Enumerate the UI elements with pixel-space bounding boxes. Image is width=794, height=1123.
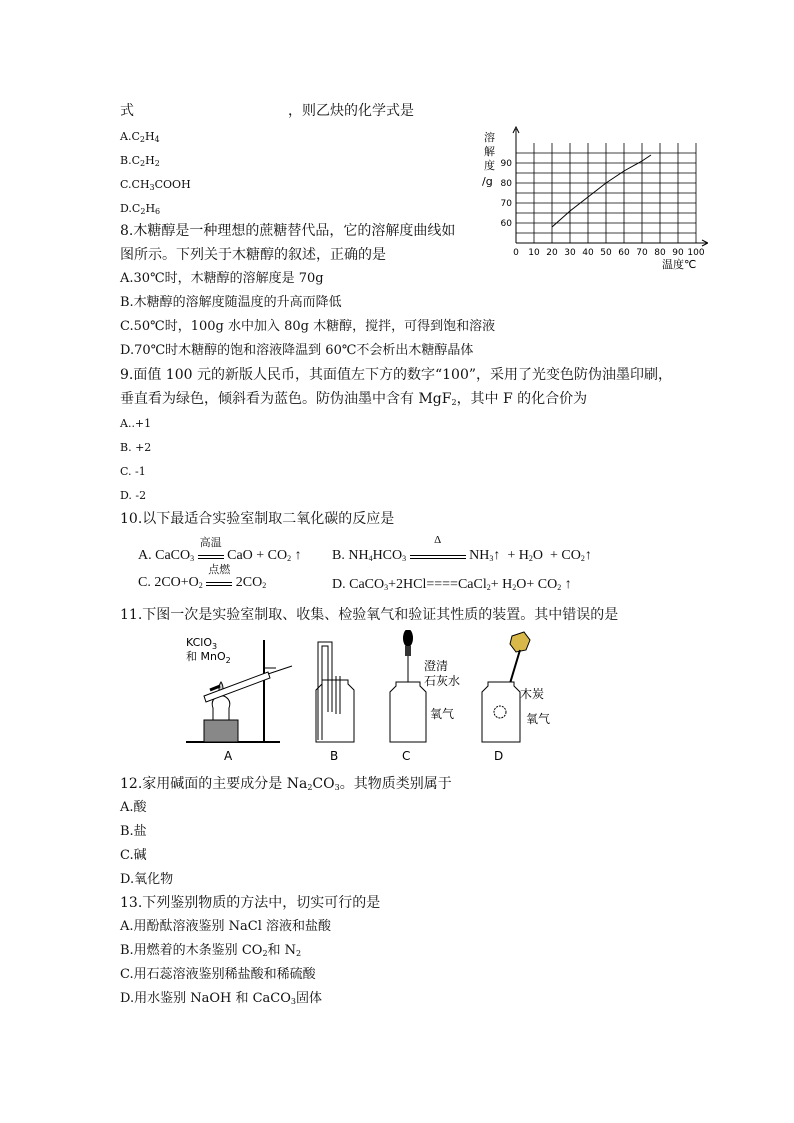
label-mno2: 和 MnO$_2$ [186, 650, 231, 665]
q9-stem-line1: 9.面值 100 元的新版人民币，其面值左下方的数字“100”，采用了光变色防伪油墨印刷， [120, 367, 673, 383]
solubility-chart [478, 125, 708, 275]
q9-option-a: A..+1 [120, 417, 152, 430]
q9-option-b: B. +2 [120, 441, 152, 454]
q11-stem: 11.下图一次是实验室制取、收集、检验氧气和验证其性质的装置。其中错误的是 [120, 607, 619, 623]
x-tick-label: 70 [636, 248, 648, 258]
q12-option-b: B.盐 [120, 824, 147, 839]
x-tick-label: 50 [600, 248, 612, 258]
solubility-curve [552, 155, 651, 227]
q9-option-d: D. -2 [120, 489, 147, 502]
q7-prefix: 式 [120, 103, 134, 119]
apparatus-figure [180, 630, 600, 765]
q12-stem: 12.家用碱面的主要成分是 $Na_2CO_3$。其物质类别属于 [120, 776, 452, 792]
q10-stem: 10.以下最适合实验室制取二氧化碳的反应是 [120, 511, 395, 527]
q7-stem-tail: ，则乙炔的化学式是 [288, 103, 414, 119]
x-tick-label: 80 [654, 248, 666, 258]
apparatus-c [390, 630, 460, 763]
apparatus-b [316, 642, 354, 763]
x-tick-label: 30 [564, 248, 576, 258]
chart-axes [513, 127, 708, 246]
q8-option-a: A.30℃时，木糖醇的溶解度是 70g [120, 271, 324, 286]
y-tick-label: 60 [500, 219, 512, 229]
label-limewater-2: 石灰水 [424, 674, 461, 688]
q13-option-a: A.用酚酞溶液鉴别 NaCl 溶液和盐酸 [120, 919, 332, 934]
x-tick-label: 60 [618, 248, 630, 258]
q13-stem: 13.下列鉴别物质的方法中，切实可行的是 [120, 895, 381, 911]
x-tick-label: 10 [528, 248, 540, 258]
label-oxygen-d: 氧气 [526, 712, 551, 726]
x-tick-label: 0 [513, 248, 519, 258]
y-tick-labels [501, 159, 513, 229]
x-tick-label: 20 [546, 248, 558, 258]
q8-stem-line1: 8.木糖醇是一种理想的蔗糖替代品，它的溶解度曲线如 [120, 223, 456, 239]
y-tick-label: 70 [500, 199, 512, 209]
q8-option-c: C.50℃时，100g 水中加入 80g 木糖醇，搅拌，可得到饱和溶液 [120, 319, 496, 334]
figure-label-b: B [330, 749, 339, 763]
q7-option-d: $D.C_2H_6$ [120, 202, 161, 216]
x-tick-label: 40 [582, 248, 594, 258]
y-axis-label-3: 度 [484, 159, 495, 172]
q9-option-c: C. -1 [120, 465, 146, 478]
label-charcoal: 木炭 [520, 687, 545, 701]
q12-option-a: A.酸 [120, 800, 147, 815]
q13-option-c: C.用石蕊溶液鉴别稀盐酸和稀硫酸 [120, 967, 316, 982]
q7-option-b: $B.C_2H_2$ [120, 154, 160, 168]
q8-option-b: B.木糖醇的溶解度随温度的升高而降低 [120, 295, 342, 310]
q10-option-c: C. $2CO+O_2$ 点燃 $2CO_2$ [138, 564, 267, 590]
q13-option-b: B.用燃着的木条鉴别 $CO_2$和 $N_2$ [120, 943, 302, 958]
x-tick-label: 100 [687, 248, 705, 258]
x-tick-label: 90 [672, 248, 684, 258]
figure-label-d: D [494, 749, 504, 763]
label-kclo3: KClO$_3$ [186, 636, 218, 651]
label-oxygen-c: 氧气 [430, 707, 455, 721]
apparatus-d [482, 632, 550, 763]
q10-option-a: A. CaCO$_3$ 高温 CaO + $CO_2$ ↑ [138, 537, 302, 563]
y-tick-label: 90 [500, 159, 512, 169]
q7-option-c: $C.CH_3COOH$ [120, 178, 191, 192]
figure-label-c: C [402, 749, 411, 763]
y-axis-label-1: 溶 [484, 131, 495, 144]
y-axis-label-4: /g [482, 175, 493, 188]
q7-option-a: $A.C_2H_4$ [120, 130, 160, 144]
apparatus-a [186, 636, 292, 763]
q8-stem-line2: 图所示。下列关于木糖醇的叙述，正确的是 [120, 247, 386, 263]
x-tick-labels [513, 248, 705, 258]
figure-label-a: A [224, 749, 233, 763]
q13-option-d: D.用水鉴别 NaOH 和 CaCO$_3$固体 [120, 991, 323, 1006]
y-axis-label-2: 解 [484, 145, 495, 158]
y-tick-label: 80 [500, 179, 512, 189]
q10-option-d: D. CaCO$_3$+2HCl====CaCl$_2$+ $H_2O+ CO_2$ ↑ [332, 577, 572, 592]
q10-option-b: B. $NH_4HCO_3$ Δ $NH_3↑ + H_2O$ + $CO_2↑$ [332, 534, 592, 563]
label-limewater-1: 澄清 [424, 659, 449, 673]
q8-option-d: D.70℃时木糖醇的饱和溶液降温到 60℃不会析出木糖醇晶体 [120, 343, 474, 358]
chart-grid [516, 143, 696, 243]
q12-option-c: C.碱 [120, 848, 147, 863]
x-axis-label: 温度℃ [662, 258, 697, 271]
q9-stem-line2: 垂直看为绿色，倾斜看为蓝色。防伪油墨中含有 MgF$_2$，其中 F 的化合价为 [120, 391, 588, 407]
q12-option-d: D.氧化物 [120, 872, 174, 887]
